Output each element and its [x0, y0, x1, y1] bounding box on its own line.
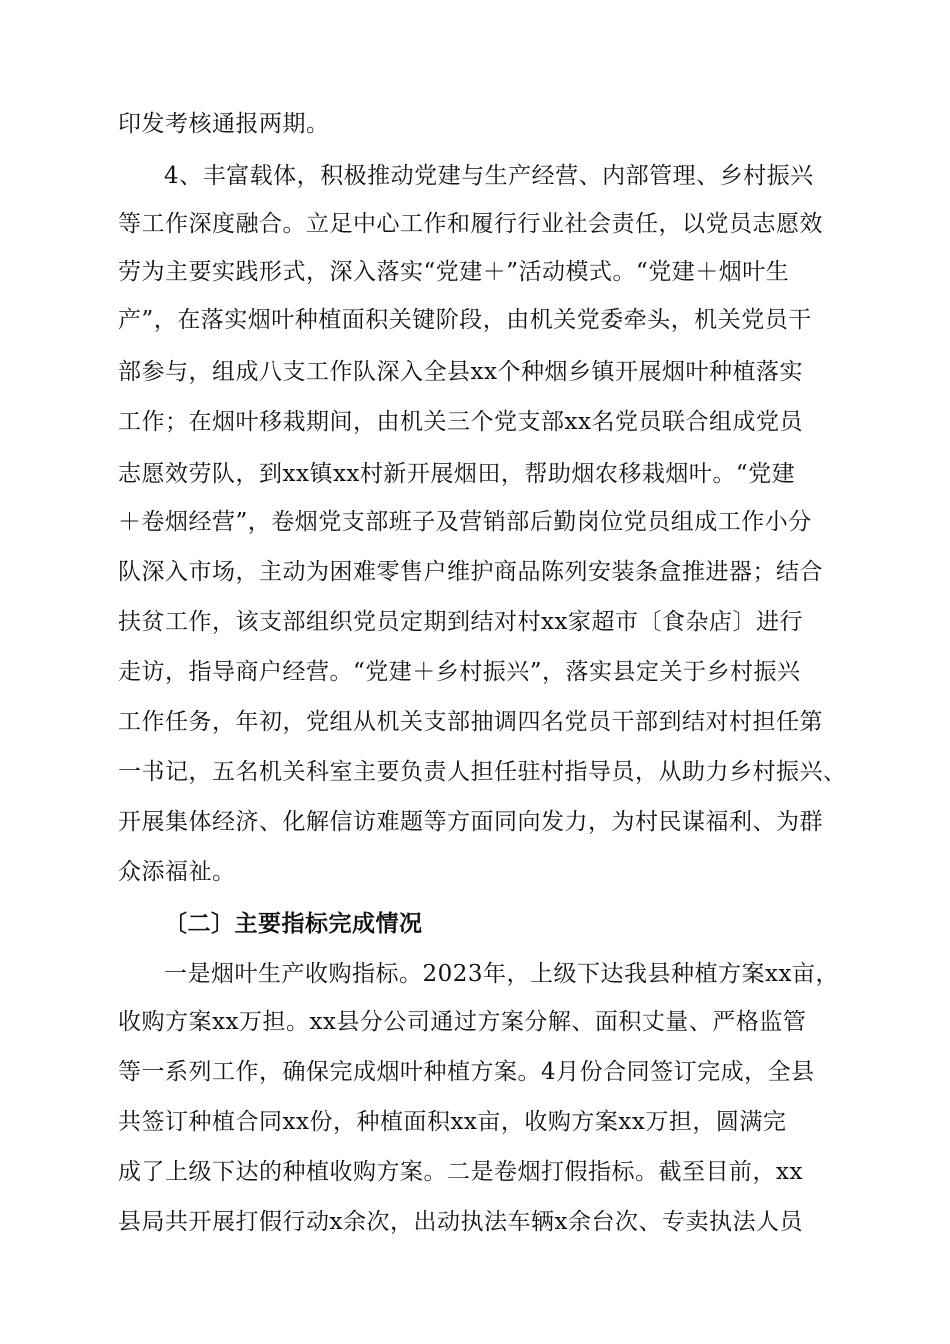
text-line: 众添福祉。 — [118, 859, 236, 885]
text-line: 印发考核通报两期。 — [118, 111, 330, 137]
text-line: 产”，在落实烟叶种植面积关键阶段，由机关党委牵头，机关党员干 — [118, 307, 812, 333]
text-line: 劳为主要实践形式，深入落实“党建＋”活动模式。“党建＋烟叶生 — [118, 259, 790, 285]
text-line: 成了上级下达的种植收购方案。二是卷烟打假指标。截至目前，xx — [118, 1159, 803, 1185]
text-line: 队深入市场，主动为困难零售户维护商品陈列安装条盒推进器；结合 — [118, 559, 823, 585]
text-line: 收购方案xx万担。xx县分公司通过方案分解、面积丈量、严格监管 — [118, 1009, 807, 1035]
text-line: 志愿效劳队，到xx镇xx村新开展烟田，帮助烟农移栽烟叶。“党建 — [118, 461, 796, 487]
text-line: 等一系列工作，确保完成烟叶种植方案。4月份合同签订完成，全县 — [118, 1059, 815, 1085]
text-line: ＋卷烟经营”，卷烟党支部班子及营销部后勤岗位党员组成工作小分 — [118, 509, 812, 535]
text-line: 县局共开展打假行动x余次，出动执法车辆x余台次、专卖执法人员 — [118, 1209, 803, 1235]
text-line: 等工作深度融合。立足中心工作和履行行业社会责任，以党员志愿效 — [118, 211, 823, 237]
paragraph-start: 一是烟叶生产收购指标。2023年，上级下达我县种植方案xx亩， — [164, 961, 839, 987]
text-line: 开展集体经济、化解信访难题等方面同向发力，为村民谋福利、为群 — [118, 809, 823, 835]
text-line: 走访，指导商户经营。“党建＋乡村振兴”，落实县定关于乡村振兴 — [118, 659, 801, 685]
text-line: 扶贫工作，该支部组织党员定期到结对村xx家超市〔食杂店〕进行 — [118, 609, 803, 635]
text-line: 部参与，组成八支工作队深入全县xx个种烟乡镇开展烟叶种植落实 — [118, 359, 803, 385]
text-line: 工作任务，年初，党组从机关支部抽调四名党员干部到结对村担任第 — [118, 709, 823, 735]
text-line: 共签订种植合同xx份，种植面积xx亩，收购方案xx万担，圆满完 — [118, 1109, 787, 1135]
section-heading: 〔二〕主要指标完成情况 — [164, 911, 423, 937]
paragraph-start: 4、丰富载体，积极推动党建与生产经营、内部管理、乡村振兴 — [164, 163, 814, 189]
text-line: 工作；在烟叶移栽期间，由机关三个党支部xx名党员联合组成党员 — [118, 409, 803, 435]
text-line: 一书记，五名机关科室主要负责人担任驻村指导员，从助力乡村振兴、 — [118, 759, 847, 785]
